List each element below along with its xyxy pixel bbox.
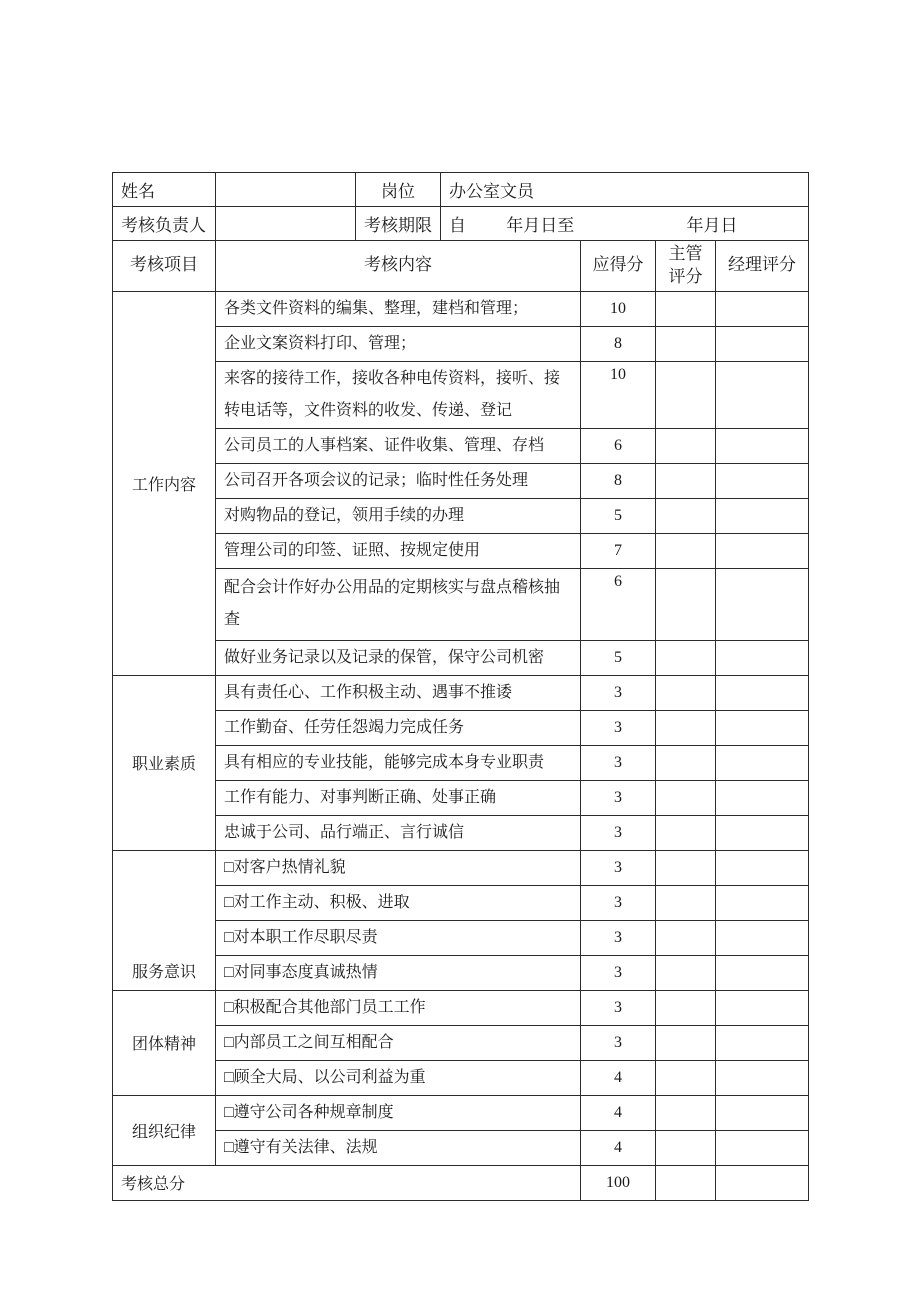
- position-label: 岗位: [356, 173, 441, 207]
- criteria-text: 企业文案资料打印、管理；: [216, 326, 581, 361]
- table-row: [113, 850, 809, 885]
- criteria-text: □对本职工作尽职尽责: [216, 920, 581, 955]
- score-value: 8: [581, 326, 656, 361]
- score-value: 3: [581, 955, 656, 990]
- supervisor-score-cell: [656, 498, 716, 533]
- section-title-discipline: 组织纪律: [113, 1095, 216, 1165]
- criteria-text: 工作勤奋、任劳任怨竭力完成任务: [216, 710, 581, 745]
- table-row: [113, 745, 809, 780]
- table-row: [113, 885, 809, 920]
- section-title-teamwork: 团体精神: [113, 990, 216, 1095]
- manager-score-cell: [716, 1165, 809, 1200]
- criteria-text: □对同事态度真诚热情: [216, 955, 581, 990]
- score-value: 4: [581, 1130, 656, 1165]
- manager-score-cell: [716, 885, 809, 920]
- manager-score-cell: [716, 533, 809, 568]
- period-label: 考核期限: [356, 207, 441, 241]
- supervisor-score-cell: [656, 291, 716, 326]
- table-row: [113, 568, 809, 640]
- col-header-manager: 经理评分: [716, 241, 809, 292]
- criteria-text: 具有相应的专业技能，能够完成本身专业职责: [216, 745, 581, 780]
- supervisor-score-cell: [656, 568, 716, 640]
- table-row: [113, 1060, 809, 1095]
- table-row: [113, 1025, 809, 1060]
- table-row: [113, 207, 809, 241]
- manager-score-cell: [716, 498, 809, 533]
- supervisor-score-cell: [656, 1095, 716, 1130]
- supervisor-score-cell: [656, 428, 716, 463]
- table-row: [113, 428, 809, 463]
- name-label: 姓名: [113, 173, 216, 207]
- supervisor-score-cell: [656, 361, 716, 428]
- score-value: 6: [581, 568, 656, 640]
- score-value: 4: [581, 1060, 656, 1095]
- manager-score-cell: [716, 428, 809, 463]
- score-value: 4: [581, 1095, 656, 1130]
- table-row: [113, 780, 809, 815]
- supervisor-score-cell: [656, 675, 716, 710]
- supervisor-score-cell: [656, 815, 716, 850]
- supervisor-score-cell: [656, 326, 716, 361]
- criteria-text: □对客户热情礼貌: [216, 850, 581, 885]
- manager-score-cell: [716, 815, 809, 850]
- manager-score-cell: [716, 1130, 809, 1165]
- total-score-value: 100: [581, 1165, 656, 1200]
- supervisor-score-cell: [656, 710, 716, 745]
- criteria-text: □对工作主动、积极、进取: [216, 885, 581, 920]
- supervisor-score-cell: [656, 780, 716, 815]
- table-row: [113, 1095, 809, 1130]
- table-row: [113, 533, 809, 568]
- score-value: 3: [581, 885, 656, 920]
- col-header-supervisor: 主管评分: [656, 241, 716, 292]
- table-row: [113, 955, 809, 990]
- score-value: 3: [581, 675, 656, 710]
- table-row: [113, 640, 809, 675]
- manager-score-cell: [716, 463, 809, 498]
- criteria-text: 配合会计作好办公用品的定期核实与盘点稽核抽查: [216, 568, 581, 640]
- table-row: [113, 498, 809, 533]
- manager-score-cell: [716, 955, 809, 990]
- criteria-text: 公司召开各项会议的记录；临时性任务处理: [216, 463, 581, 498]
- supervisor-score-cell: [656, 463, 716, 498]
- table-row: [113, 990, 809, 1025]
- section-title-work: 工作内容: [113, 291, 216, 675]
- info-table: [112, 172, 809, 241]
- score-value: 6: [581, 428, 656, 463]
- supervisor-score-cell: [656, 850, 716, 885]
- table-row: [113, 463, 809, 498]
- period-end: 年月日: [686, 216, 738, 235]
- total-label: 考核总分: [113, 1165, 581, 1200]
- criteria-text: □遵守有关法律、法规: [216, 1130, 581, 1165]
- criteria-text: □顾全大局、以公司利益为重: [216, 1060, 581, 1095]
- manager-score-cell: [716, 1025, 809, 1060]
- table-row: [113, 326, 809, 361]
- section-title-service: 服务意识: [113, 850, 216, 990]
- table-row: [113, 173, 809, 207]
- manager-score-cell: [716, 1060, 809, 1095]
- period-value-cell: [441, 207, 809, 241]
- col-header-project: 考核项目: [113, 241, 216, 292]
- manager-score-cell: [716, 780, 809, 815]
- table-row: [113, 710, 809, 745]
- supervisor-score-cell: [656, 1165, 716, 1200]
- manager-score-cell: [716, 361, 809, 428]
- score-value: 5: [581, 640, 656, 675]
- score-value: 3: [581, 815, 656, 850]
- criteria-text: 公司员工的人事档案、证件收集、管理、存档: [216, 428, 581, 463]
- assessor-label: 考核负责人: [113, 207, 216, 241]
- total-row: [113, 1165, 809, 1200]
- supervisor-score-cell: [656, 1130, 716, 1165]
- table-row: [113, 675, 809, 710]
- period-range: 年月日至: [506, 216, 575, 235]
- manager-score-cell: [716, 675, 809, 710]
- criteria-text: □积极配合其他部门员工工作: [216, 990, 581, 1025]
- criteria-text: 来客的接待工作，接收各种电传资料，接听、接转电话等，文件资料的收发、传递、登记: [216, 361, 581, 428]
- manager-score-cell: [716, 745, 809, 780]
- name-value-cell: [216, 173, 356, 207]
- criteria-text: 做好业务记录以及记录的保管，保守公司机密: [216, 640, 581, 675]
- score-value: 3: [581, 990, 656, 1025]
- manager-score-cell: [716, 850, 809, 885]
- criteria-text: 各类文件资料的编集、整理，建档和管理；: [216, 291, 581, 326]
- criteria-text: 管理公司的印签、证照、按规定使用: [216, 533, 581, 568]
- supervisor-score-cell: [656, 990, 716, 1025]
- supervisor-score-cell: [656, 533, 716, 568]
- supervisor-score-cell: [656, 885, 716, 920]
- table-row: [113, 1130, 809, 1165]
- table-row: [113, 920, 809, 955]
- manager-score-cell: [716, 640, 809, 675]
- table-row: [113, 291, 809, 326]
- score-value: 7: [581, 533, 656, 568]
- score-value: 10: [581, 361, 656, 428]
- manager-score-cell: [716, 291, 809, 326]
- period-from: 自: [449, 216, 466, 235]
- manager-score-cell: [716, 568, 809, 640]
- criteria-text: 忠诚于公司、品行端正、言行诚信: [216, 815, 581, 850]
- assessment-table: [112, 240, 809, 1201]
- criteria-text: 工作有能力、对事判断正确、处事正确: [216, 780, 581, 815]
- position-value: 办公室文员: [441, 173, 809, 207]
- manager-score-cell: [716, 1095, 809, 1130]
- supervisor-score-cell: [656, 955, 716, 990]
- manager-score-cell: [716, 710, 809, 745]
- supervisor-score-cell: [656, 1025, 716, 1060]
- score-value: 3: [581, 745, 656, 780]
- header-row: [113, 241, 809, 292]
- table-row: [113, 361, 809, 428]
- criteria-text: 具有责任心、工作积极主动、遇事不推诿: [216, 675, 581, 710]
- supervisor-score-cell: [656, 1060, 716, 1095]
- criteria-text: 对购物品的登记，领用手续的办理: [216, 498, 581, 533]
- manager-score-cell: [716, 326, 809, 361]
- supervisor-score-cell: [656, 920, 716, 955]
- col-header-score: 应得分: [581, 241, 656, 292]
- score-value: 5: [581, 498, 656, 533]
- manager-score-cell: [716, 920, 809, 955]
- score-value: 8: [581, 463, 656, 498]
- col-header-content: 考核内容: [216, 241, 581, 292]
- supervisor-score-cell: [656, 745, 716, 780]
- assessment-form: [112, 172, 808, 1201]
- criteria-text: □遵守公司各种规章制度: [216, 1095, 581, 1130]
- score-value: 3: [581, 850, 656, 885]
- supervisor-score-cell: [656, 640, 716, 675]
- manager-score-cell: [716, 990, 809, 1025]
- section-title-quality: 职业素质: [113, 675, 216, 850]
- score-value: 10: [581, 291, 656, 326]
- assessor-value-cell: [216, 207, 356, 241]
- criteria-text: □内部员工之间互相配合: [216, 1025, 581, 1060]
- table-row: [113, 815, 809, 850]
- score-value: 3: [581, 1025, 656, 1060]
- score-value: 3: [581, 920, 656, 955]
- score-value: 3: [581, 780, 656, 815]
- score-value: 3: [581, 710, 656, 745]
